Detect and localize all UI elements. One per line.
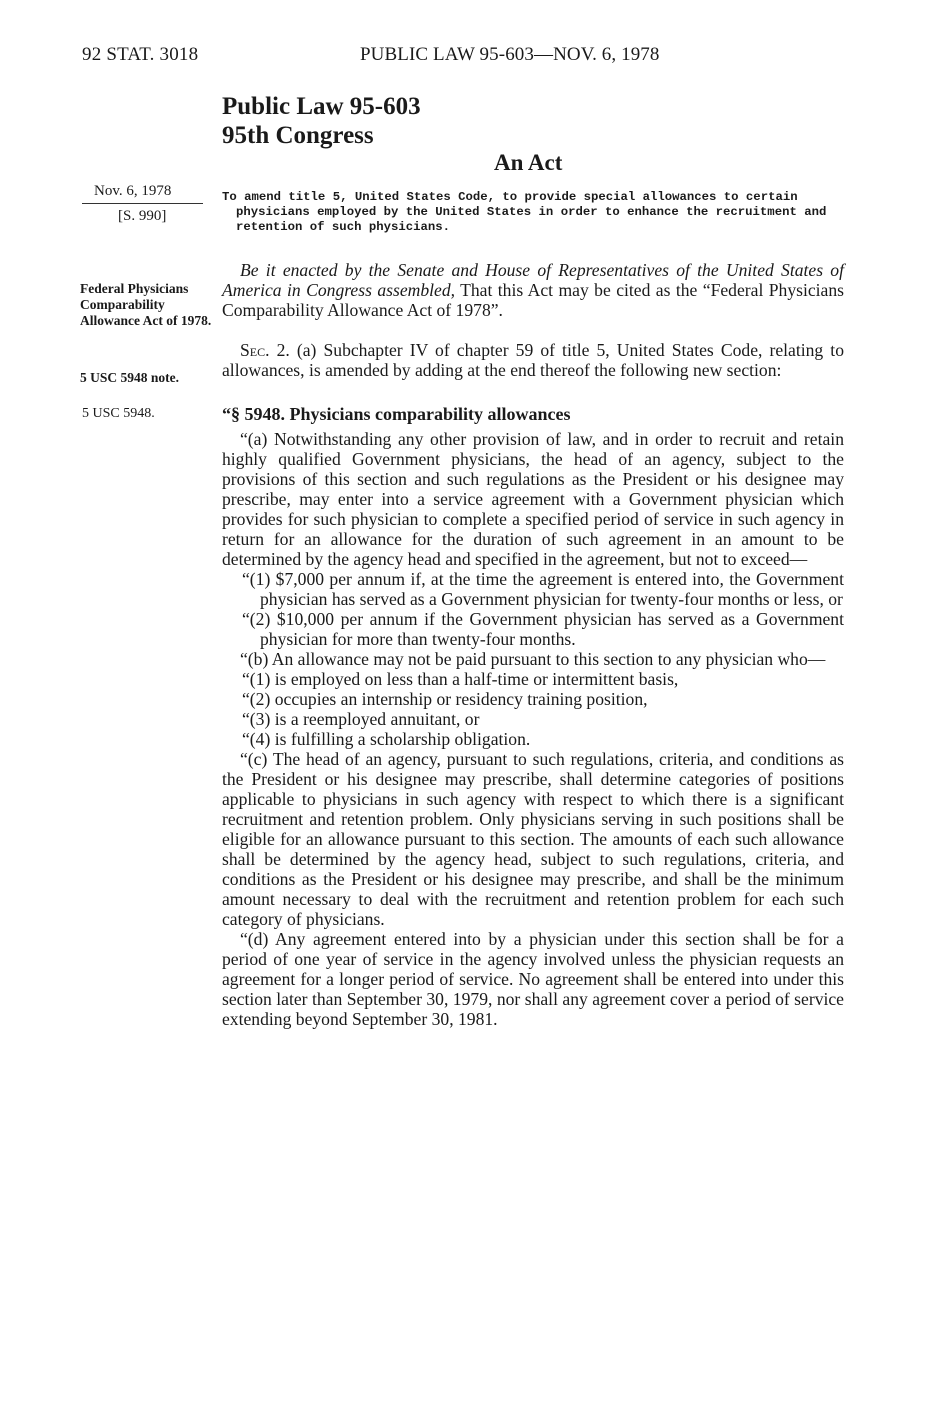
running-title: PUBLIC LAW 95-603—NOV. 6, 1978: [360, 44, 660, 65]
margin-date: Nov. 6, 1978: [94, 183, 172, 199]
subsection-a: “(a) Notwithstanding any other provision of law, and in order to recruit and retain highly qualified Government physicians, the head of an agency, subject to the provisions of this section and such regulations as the President or his designee may prescribe, may enter into a service agreement with a Government physician which provides for such physician to complete a specified period of service in such agency in return for an allowance for the duration of such agreement in an amount to be determined by the agency head and specified in the agreement, but not to exceed—: [222, 429, 844, 569]
subsection-b-item: “(3) is a reemployed annuitant, or: [242, 709, 480, 729]
enacting-formula: Be it enacted by the Senate and House of Representatives of the United States of America in Congress assembled,: [222, 260, 844, 300]
short-title-text: That this Act may be cited as the “Federal Physicians Comparability Allowance Act of 1978”.: [222, 280, 845, 320]
margin-bill-number: [S. 990]: [118, 208, 167, 224]
subsection-b: “(b) An allowance may not be paid pursuant to this section to any physician who—: [240, 649, 826, 669]
section-5948-body: [222, 429, 844, 1029]
subsection-c: “(c) The head of an agency, pursuant to such regulations, criteria, and conditions as the President or his designee may prescribe, shall determine categories of positions applicable to physicians in such agency with respect to which there is a significant recruitment and retention problem. Only physicians serving in such positions shall be eligible for an allowance pursuant to this section. The amounts of each such allowance shall be determined by the agency head, subject to such regulations, criteria, and conditions as the President or his designee may prescribe, and shall be the minimum amount necessary to deal with the recruitment and retention problem for each such category of physicians.: [222, 749, 844, 929]
section-2-text: (a) Subchapter IV of chapter 59 of title 5, United States Code, relating to allowances, is amended by adding at the end thereof the following new section:: [222, 340, 844, 380]
margin-usc-note: 5 USC 5948 note.: [80, 370, 180, 385]
law-number: Public Law 95-603: [222, 93, 421, 120]
section-5948-heading: “§ 5948. Physicians comparability allowances: [222, 404, 571, 424]
subsection-b-item: “(2) occupies an internship or residency training position,: [242, 689, 648, 709]
enacting-clause: [222, 260, 844, 320]
page-reference: 92 STAT. 3018: [82, 44, 199, 65]
act-purpose: To amend title 5, United States Code, to provide special allowances to certain physicians employed by the United States in order to enhance the recruitment and retention of such physicians.: [222, 190, 827, 234]
section-2-label: Sec. 2.: [240, 340, 290, 360]
section-2: [222, 340, 844, 380]
congress: 95th Congress: [222, 122, 374, 149]
subsection-b-item: “(1) is employed on less than a half-time or intermittent basis,: [242, 669, 679, 689]
act-label: An Act: [494, 150, 563, 175]
subsection-a-item: “(2) $10,000 per annum if the Government physician has served as a Government physician for more than twenty-four months.: [242, 609, 844, 649]
margin-divider: [82, 203, 203, 204]
subsection-d: “(d) Any agreement entered into by a physician under this section shall be for a period of one year of service in the agency involved unless the physician requests an agreement for a longer period of service. No agreement shall be entered into under this section later than September 30, 1979, nor shall any agreement cover a period of service extending beyond September 30, 1981.: [222, 929, 844, 1029]
margin-usc-section: 5 USC 5948.: [82, 406, 155, 421]
margin-short-title-note: Federal Physicians Comparability Allowance Act of 1978.: [80, 281, 212, 328]
subsection-a-item: “(1) $7,000 per annum if, at the time the agreement is entered into, the Government physician has served as a Government physician for twenty-four months or less, or: [242, 569, 844, 609]
subsection-b-item: “(4) is fulfilling a scholarship obligation.: [242, 729, 531, 749]
